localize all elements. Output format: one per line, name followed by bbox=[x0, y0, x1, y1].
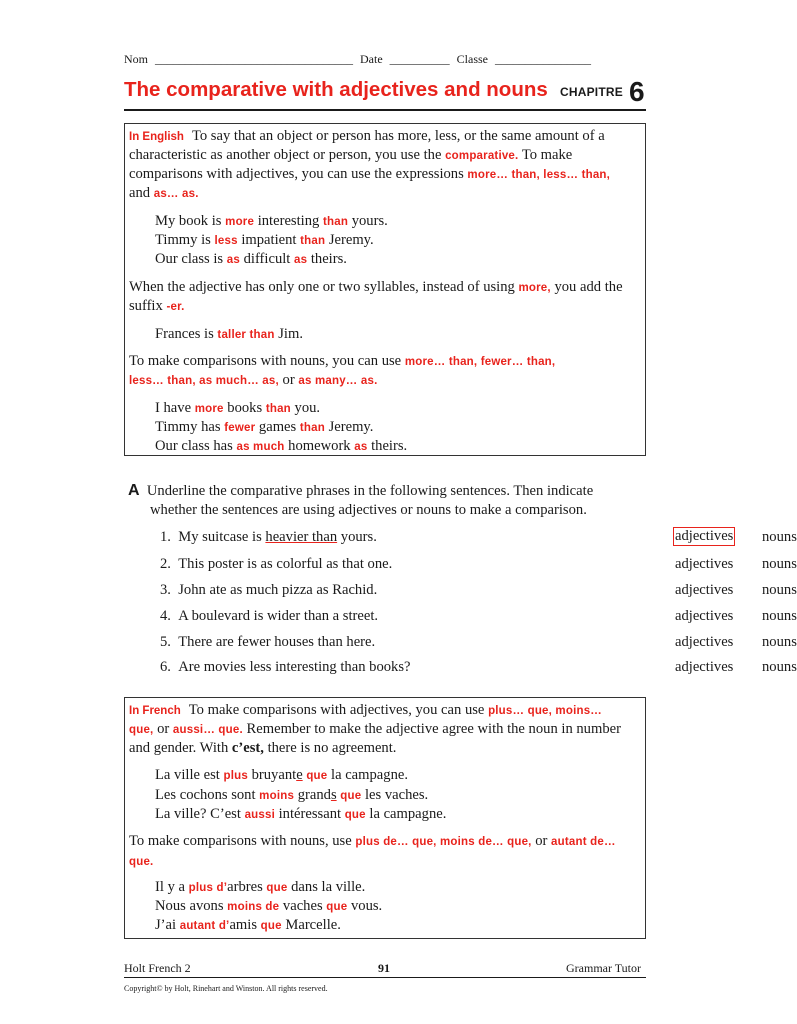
fr-line-4: To make comparisons with nouns, use plus de… que, moins de… que, or autant de… bbox=[129, 833, 616, 849]
choice-nouns[interactable]: nouns bbox=[762, 556, 797, 572]
choice-adjectives[interactable]: adjectives bbox=[675, 582, 734, 598]
title-rule bbox=[124, 109, 646, 111]
chapter-number: 6 bbox=[628, 76, 645, 107]
chapter-word: CHAPITRE bbox=[560, 85, 623, 99]
fr-example: Il y a plus d’arbres que dans la ville. bbox=[155, 879, 366, 895]
choice-adjectives-selected[interactable]: adjectives bbox=[675, 528, 734, 544]
choice-adjectives[interactable]: adjectives bbox=[675, 608, 734, 624]
underlined-answer: heavier than bbox=[265, 529, 338, 545]
choice-nouns[interactable]: nouns bbox=[762, 608, 797, 624]
english-explanation-box bbox=[124, 123, 646, 456]
classe-label: Classe bbox=[456, 52, 488, 66]
exercise-item: 4. A boulevard is wider than a street. adjectives nouns bbox=[160, 608, 797, 624]
en-example: Frances is taller than Jim. bbox=[155, 326, 303, 342]
in-french-label: In French bbox=[129, 705, 181, 717]
footer-book-title: Holt French 2 bbox=[124, 961, 191, 975]
choice-nouns[interactable]: nouns bbox=[762, 529, 797, 545]
choice-nouns[interactable]: nouns bbox=[762, 659, 797, 675]
copyright: Copyright© by Holt, Rinehart and Winston. All rights reserved. bbox=[124, 984, 328, 993]
page-title: The comparative with adjectives and nouns bbox=[124, 78, 548, 101]
exercise-item: 3. John ate as much pizza as Rachid. adjectives nouns bbox=[160, 582, 797, 598]
fr-example: La ville? C’est aussi intéressant que la campagne. bbox=[155, 806, 447, 822]
fr-line-3: and gender. With c’est, there is no agreement. bbox=[129, 740, 397, 756]
classe-blank: ________________ bbox=[495, 52, 591, 66]
en-line-8: less… than, as much… as, or as many… as. bbox=[129, 372, 378, 388]
french-explanation-box bbox=[124, 697, 646, 939]
fr-example: La ville est plus bruyante que la campagne. bbox=[155, 767, 409, 783]
exercise-item: 6. Are movies less interesting than books? adjectives nouns bbox=[160, 659, 797, 675]
en-example: Timmy is less impatient than Jeremy. bbox=[155, 232, 374, 248]
choice-adjectives[interactable]: adjectives bbox=[675, 634, 734, 650]
fr-example: Nous avons moins de vaches que vous. bbox=[155, 898, 383, 914]
exercise-item: 2. This poster is as colorful as that one. adjectives nouns bbox=[160, 556, 797, 572]
en-line-5: When the adjective has only one or two syllables, instead of using more, you add the bbox=[129, 279, 623, 295]
en-example: Timmy has fewer games than Jeremy. bbox=[155, 419, 374, 435]
en-line-2: characteristic as another object or person, you use the comparative. To make bbox=[129, 147, 573, 163]
exercise-letter: A bbox=[128, 482, 140, 499]
en-example: Our class is as difficult as theirs. bbox=[155, 251, 347, 267]
in-english-label: In English bbox=[129, 131, 184, 143]
en-line-7: To make comparisons with nouns, you can use more… than, fewer… than, bbox=[129, 353, 556, 369]
fr-line-5: que. bbox=[129, 856, 154, 868]
choice-nouns[interactable]: nouns bbox=[762, 582, 797, 598]
en-example: I have more books than you. bbox=[155, 400, 321, 416]
choice-nouns[interactable]: nouns bbox=[762, 634, 797, 650]
footer-section: Grammar Tutor bbox=[566, 961, 641, 975]
nom-label: Nom bbox=[124, 52, 148, 66]
date-label: Date bbox=[360, 52, 383, 66]
choice-adjectives[interactable]: adjectives bbox=[675, 556, 734, 572]
fr-line-1: In French To make comparisons with adjectives, you can use plus… que, moins… bbox=[129, 702, 602, 718]
name-date-class-header bbox=[124, 52, 646, 67]
en-example: Our class has as much homework as theirs. bbox=[155, 438, 408, 454]
exercise-a-instructions-2: whether the sentences are using adjectives or nouns to make a comparison. bbox=[150, 502, 587, 518]
fr-line-2: que, or aussi… que. Remember to make the adjective agree with the noun in number bbox=[129, 721, 621, 737]
exercise-item: 5. There are fewer houses than here. adjectives nouns bbox=[160, 634, 797, 650]
chapter-label bbox=[560, 76, 645, 108]
fr-example: Les cochons sont moins grands que les vaches. bbox=[155, 787, 429, 803]
en-line-6: suffix -er. bbox=[129, 298, 185, 314]
footer-rule bbox=[124, 977, 646, 978]
en-example: My book is more interesting than yours. bbox=[155, 213, 388, 229]
choice-adjectives[interactable]: adjectives bbox=[675, 659, 734, 675]
en-line-3: comparisons with adjectives, you can use the expressions more… than, less… than, bbox=[129, 166, 611, 182]
page-number: 91 bbox=[378, 961, 390, 975]
date-blank: __________ bbox=[389, 52, 450, 66]
exercise-item: 1. My suitcase is heavier than yours. adjectives nouns bbox=[160, 528, 797, 545]
en-line-4: and as… as. bbox=[129, 185, 199, 201]
exercise-a-instructions: A Underline the comparative phrases in the following sentences. Then indicate bbox=[128, 482, 594, 499]
nom-blank: _________________________________ bbox=[155, 52, 353, 66]
en-line-1: In English To say that an object or person has more, less, or the same amount of a bbox=[129, 128, 605, 144]
fr-example: J’ai autant d’amis que Marcelle. bbox=[155, 917, 341, 933]
